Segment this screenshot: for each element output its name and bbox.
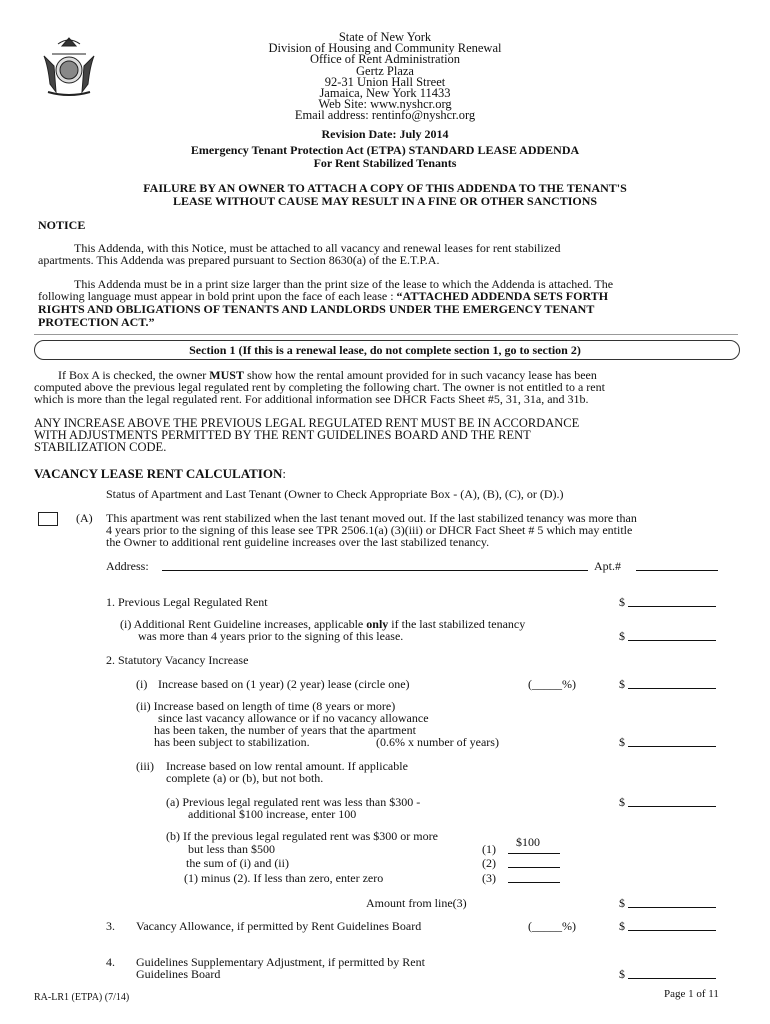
item-1-label: 1. Previous Legal Regulated Rent — [106, 595, 268, 609]
vacancy-heading-colon: : — [282, 466, 286, 481]
notice-text: This Addenda must be in a print size larger than the print size of the lease to which the Addenda is attached. The — [74, 277, 614, 291]
status-instruction: Status of Apartment and Last Tenant (Owner to Check Appropriate Box - (A), (B), (C), or (D).) — [106, 487, 564, 501]
item-2iii-b-text: the sum of (i) and (ii) — [186, 856, 289, 870]
section-1-text: show how the rental amount provided for in such vacancy lease has been — [243, 368, 597, 382]
header-line: Email address: rentinfo@nyshcr.org — [294, 108, 476, 123]
line-number: (1) — [482, 842, 496, 856]
item-2-label: 2. Statutory Vacancy Increase — [106, 653, 249, 667]
percent-field[interactable]: (_____%) — [528, 919, 576, 933]
document-title: Emergency Tenant Protection Act (ETPA) STANDARD LEASE ADDENDA — [190, 143, 580, 157]
item-1i-text: was more than 4 years prior to the signing of this lease. — [138, 629, 404, 643]
item-1i-amount-field[interactable] — [628, 640, 716, 641]
dollar-sign: $ — [619, 735, 625, 749]
item-2iii-a-text: additional $100 increase, enter 100 — [188, 807, 357, 821]
section-1-text: computed above the previous legal regulated rent by completing the following chart. The owner is not entitled to a rent — [34, 380, 605, 394]
apt-field[interactable] — [636, 570, 718, 571]
section-1-text: which is more than the legal regulated rent. For additional information see DHCR Facts Sheet #5, 31, 31a, and 31b. — [34, 392, 589, 406]
box-a-checkbox[interactable] — [38, 512, 58, 526]
percent-field[interactable]: (_____%) — [528, 677, 576, 691]
box-a-text: 4 years prior to the signing of this lease see TPR 2506.1(a) (3)(iii) or DHCR Fact Sheet # 5 which may entitle — [106, 523, 633, 537]
header-line: 92-31 Union Hall Street — [324, 74, 446, 89]
item-4-text: Guidelines Board — [136, 967, 221, 981]
dollar-sign: $ — [619, 919, 625, 933]
item-2ii-text: (ii) Increase based on length of time (8 years or more) — [136, 699, 396, 713]
item-2iii-b-text: (1) minus (2). If less than zero, enter zero — [184, 871, 384, 885]
item-2ii-text: has been taken, the number of years that the apartment — [154, 723, 416, 737]
header-line: Division of Housing and Community Renewal — [268, 41, 502, 56]
item-2iii-a-amount-field[interactable] — [628, 806, 716, 807]
dollar-sign: $ — [619, 677, 625, 691]
increase-rule-caps: STABILIZATION CODE. — [34, 440, 167, 454]
dollar-sign: $ — [619, 629, 625, 643]
warning-line-1: FAILURE BY AN OWNER TO ATTACH A COPY OF THIS ADDENDA TO THE TENANT'S — [143, 181, 627, 195]
item-2iii-b-text: (b) If the previous legal regulated rent was $300 or more — [166, 829, 438, 843]
box-a-text: This apartment was rent stabilized when the last tenant moved out. If the last stabilized tenancy was more than — [106, 511, 637, 525]
dollar-sign: $ — [619, 795, 625, 809]
hundred-value: $100 — [516, 835, 540, 849]
dollar-sign: $ — [619, 967, 625, 981]
item-1i-text: (i) Additional Rent Guideline increases, applicable — [120, 617, 367, 631]
emphasis-must: MUST — [209, 368, 244, 382]
box-a-label: (A) — [76, 511, 93, 525]
line-number: (3) — [482, 871, 496, 885]
header-line: Gertz Plaza — [356, 63, 414, 78]
line-number: (2) — [482, 856, 496, 870]
required-lease-language: RIGHTS AND OBLIGATIONS OF TENANTS AND LANDLORDS UNDER THE EMERGENCY TENANT — [38, 302, 595, 316]
document-subtitle: For Rent Stabilized Tenants — [313, 156, 457, 170]
header-line: Web Site: www.nyshcr.org — [318, 97, 452, 112]
item-2i-number: (i) — [136, 677, 148, 691]
address-label: Address: — [106, 559, 149, 573]
increase-rule-caps: ANY INCREASE ABOVE THE PREVIOUS LEGAL REGULATED RENT MUST BE IN ACCORDANCE — [34, 416, 580, 430]
dollar-sign: $ — [619, 896, 625, 910]
amount-from-line-3-label: Amount from line(3) — [366, 896, 467, 910]
page-number: Page 1 of 11 — [664, 988, 719, 1000]
increase-rule-caps: WITH ADJUSTMENTS PERMITTED BY THE RENT GUIDELINES BOARD AND THE RENT — [34, 428, 531, 442]
item-2i-amount-field[interactable] — [628, 688, 716, 689]
line-1-field[interactable] — [508, 853, 560, 854]
address-field[interactable] — [162, 570, 588, 571]
divider — [34, 334, 738, 335]
amount-from-line-3-field[interactable] — [628, 907, 716, 908]
agency-header — [0, 32, 770, 122]
apt-label: Apt.# — [594, 559, 621, 573]
item-3-number: 3. — [106, 919, 115, 933]
line-2-field[interactable] — [508, 867, 560, 868]
item-2ii-text: has been subject to stabilization. — [154, 735, 310, 749]
box-a-text: the Owner to additional rent guideline increases over the last stabilized tenancy. — [106, 535, 490, 549]
item-2iii-a-text: (a) Previous legal regulated rent was less than $300 - — [166, 795, 421, 809]
required-lease-language: “ATTACHED ADDENDA SETS FORTH — [396, 289, 609, 303]
item-2iii-text: complete (a) or (b), but not both. — [166, 771, 324, 785]
item-2ii-amount-field[interactable] — [628, 746, 716, 747]
item-4-number: 4. — [106, 955, 115, 969]
item-2iii-text: Increase based on low rental amount. If applicable — [166, 759, 408, 773]
required-lease-language: PROTECTION ACT.” — [38, 315, 155, 329]
header-line: State of New York — [338, 30, 432, 44]
item-1-amount-field[interactable] — [628, 606, 716, 607]
notice-text: This Addenda, with this Notice, must be attached to all vacancy and renewal leases for rent stabilized — [74, 241, 561, 255]
form-id: RA-LR1 (ETPA) (7/14) — [34, 992, 130, 1003]
header-line: Jamaica, New York 11433 — [319, 86, 451, 101]
item-4-text: Guidelines Supplementary Adjustment, if permitted by Rent — [136, 955, 425, 969]
item-4-amount-field[interactable] — [628, 978, 716, 979]
section-1-title: Section 1 (If this is a renewal lease, do not complete section 1, go to section 2) — [189, 343, 581, 357]
item-2ii-text: since last vacancy allowance or if no vacancy allowance — [158, 711, 429, 725]
vacancy-heading-text: VACANCY LEASE RENT CALCULATION — [34, 466, 283, 481]
notice-text: following language must appear in bold print upon the face of each lease : — [38, 289, 397, 303]
header-line: Office of Rent Administration — [309, 52, 461, 67]
item-3-text: Vacancy Allowance, if permitted by Rent Guidelines Board — [136, 919, 422, 933]
vacancy-heading — [34, 466, 286, 482]
emphasis-only: only — [366, 617, 389, 631]
item-2iii-b-text: but less than $500 — [188, 842, 275, 856]
item-1i-text: if the last stabilized tenancy — [388, 617, 526, 631]
item-3-amount-field[interactable] — [628, 930, 716, 931]
dollar-sign: $ — [619, 595, 625, 609]
item-2i-text: Increase based on (1 year) (2 year) lease (circle one) — [158, 677, 410, 691]
line-3-field[interactable] — [508, 882, 560, 883]
notice-text: apartments. This Addenda was prepared pursuant to Section 8630(a) of the E.T.P.A. — [38, 253, 440, 267]
item-2ii-formula: (0.6% x number of years) — [376, 735, 499, 749]
item-2iii-number: (iii) — [136, 759, 154, 773]
revision-date: Revision Date: July 2014 — [321, 127, 449, 141]
section-1-text: If Box A is checked, the owner — [58, 368, 210, 382]
warning-line-2: LEASE WITHOUT CAUSE MAY RESULT IN A FINE OR OTHER SANCTIONS — [172, 194, 598, 208]
notice-heading: NOTICE — [38, 218, 86, 232]
